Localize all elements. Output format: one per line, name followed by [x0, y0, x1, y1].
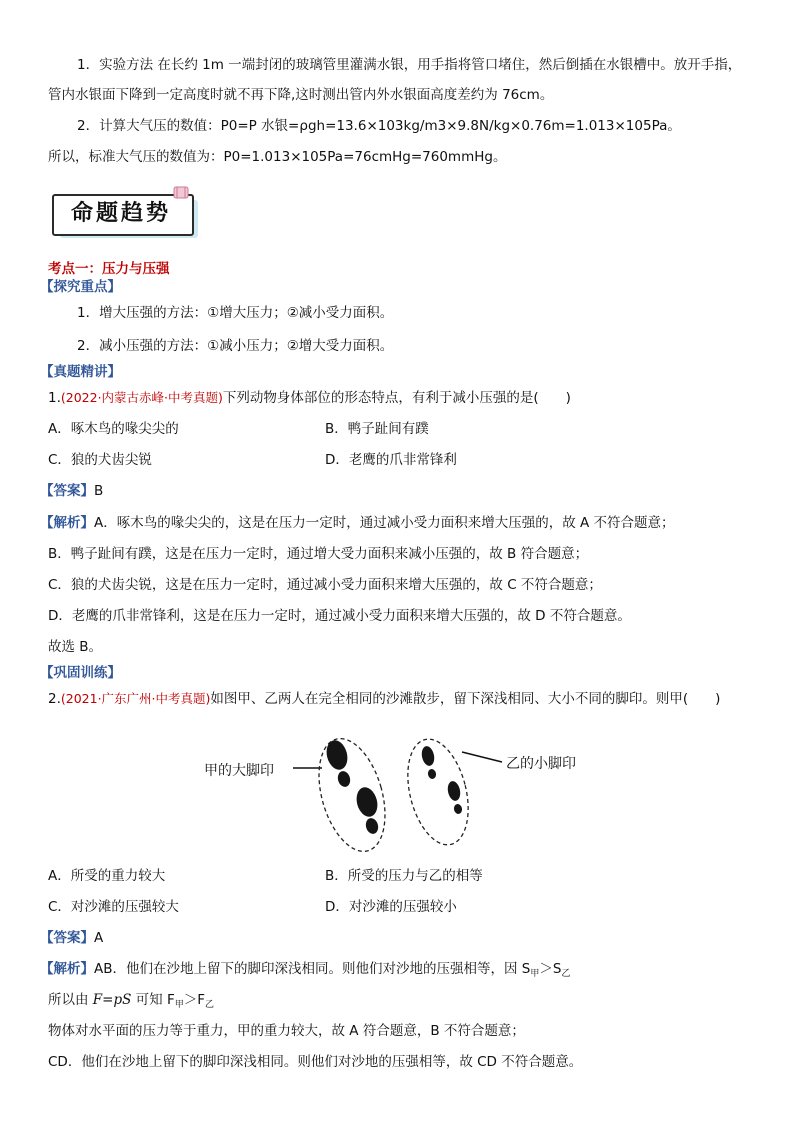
q2-option-c: C．对沙滩的压强较大 — [48, 899, 179, 915]
q2-option-a: A．所受的重力较大 — [48, 868, 166, 884]
q2-source: (2021·广东广州·中考真题) — [60, 691, 211, 706]
q2-analysis-1-sub-jia: 甲 — [530, 969, 540, 979]
q2-number: 2. — [48, 691, 61, 707]
q1-analysis-tag: 【解析】 — [40, 515, 94, 531]
q1-option-a: A．啄木鸟的喙尖尖的 — [48, 421, 179, 437]
q2-analysis-2-formula: F=pS — [92, 992, 132, 1008]
q1-stem-line — [48, 389, 571, 407]
q2-stem-line — [48, 690, 720, 708]
q1-analysis-line-1 — [40, 514, 675, 532]
q2-analysis-3: 物体对水平面的压力等于重力，甲的重力较大，故 A 符合题意，B 不符合题意； — [48, 1023, 525, 1039]
q2-analysis-4: CD．他们在沙地上留下的脚印深浅相同。则他们对沙地的压强相等，故 CD 不符合题意。 — [48, 1054, 583, 1070]
intro-line-2: 管内水银面下降到一定高度时就不再下降,这时测出管内外水银面高度差约为 76cm。 — [48, 87, 554, 103]
yi-boundary — [398, 733, 478, 851]
q2-analysis-1-gt: ＞S — [539, 961, 562, 977]
q2-analysis-1: AB．他们在沙地上留下的脚印深浅相同。则他们对沙地的压强相等，因 S — [94, 961, 531, 977]
yi-small-footprint-1 — [420, 745, 437, 780]
kp1-title: 考点一：压力与压强 — [48, 261, 170, 277]
yi-small-footprint-2 — [446, 780, 463, 815]
q2-analysis-1-sub-yi: 乙 — [561, 969, 571, 979]
intro-line-1: 1．实验方法 在长约 1m 一端封闭的玻璃管里灌满水银，用手指将管口堵住，然后倒插在水银槽中。放开手指， — [77, 57, 742, 73]
q2-answer-tag: 【答案】 — [40, 930, 94, 946]
q1-analysis-4: D．老鹰的爪非常锋利，这是在压力一定时，通过减小受力面积来增大压强的，故 D 不符合题意。 — [48, 608, 631, 624]
figure-label-jia: 甲的大脚印 — [204, 763, 274, 779]
q1-stem: 下列动物身体部位的形态特点，有利于减小压强的是( ) — [222, 390, 571, 406]
q1-answer-tag: 【答案】 — [40, 483, 94, 499]
q2-analysis-2-mid: 可知 F — [131, 992, 175, 1008]
q2-answer-line — [40, 929, 103, 947]
q2-analysis-tag: 【解析】 — [40, 961, 94, 977]
q1-source: (2022·内蒙古赤峰·中考真题) — [60, 390, 223, 405]
banner-title: 命题趋势 — [70, 200, 171, 226]
kp1-method-2: 2．减小压强的方法：①减小压力；②增大受力面积。 — [77, 338, 394, 354]
q2-analysis-line-1 — [40, 960, 570, 983]
q1-analysis-2: B．鸭子趾间有蹼，这是在压力一定时，通过增大受力面积来减小压强的，故 B 符合题意； — [48, 546, 589, 562]
q2-analysis-line-2 — [48, 991, 214, 1014]
figure-label-yi: 乙的小脚印 — [506, 756, 576, 772]
q1-answer: B — [94, 483, 104, 499]
q1-section-tag: 【真题精讲】 — [40, 364, 121, 380]
q2-answer: A — [94, 930, 104, 946]
intro-line-4: 所以，标准大气压的数值为：P0=1.013×105Pa=76cmHg=760mmHg。 — [48, 149, 507, 165]
q2-option-d: D．对沙滩的压强较小 — [325, 899, 457, 915]
q2-option-b: B．所受的压力与乙的相等 — [325, 868, 483, 884]
footprints-figure — [200, 722, 600, 852]
q2-analysis-2-sub-jia: 甲 — [174, 1000, 184, 1010]
leader-line-yi — [462, 752, 502, 762]
kp1-method-1: 1．增大压强的方法：①增大压力；②减小受力面积。 — [77, 305, 394, 321]
q2-analysis-2-pre: 所以由 — [48, 992, 93, 1008]
q1-answer-line — [40, 482, 103, 500]
q1-option-b: B．鸭子趾间有蹼 — [325, 421, 429, 437]
jia-big-footprint-1 — [323, 738, 351, 788]
paperclip-icon — [170, 184, 192, 200]
intro-line-3: 2．计算大气压的数值：P0=P 水银=ρgh=13.6×103kg/m3×9.8N/kg×0.76m=1.013×105Pa。 — [77, 118, 681, 134]
q2-analysis-2-sub-yi: 乙 — [205, 1000, 215, 1010]
q1-number: 1. — [48, 390, 61, 406]
q2-stem: 如图甲、乙两人在完全相同的沙滩散步，留下深浅相同、大小不同的脚印。则甲( ) — [210, 691, 721, 707]
q1-analysis-3: C．狼的犬齿尖锐，这是在压力一定时，通过减小受力面积来增大压强的，故 C 不符合题意； — [48, 577, 602, 593]
q1-option-c: C．狼的犬齿尖锐 — [48, 452, 152, 468]
q1-analysis-1: A．啄木鸟的喙尖尖的，这是在压力一定时，通过减小受力面积来增大压强的，故 A 不符合题意； — [94, 515, 675, 531]
jia-big-footprint-2 — [353, 785, 380, 835]
footprints-drawing — [200, 722, 600, 852]
q2-analysis-2-gt: ＞F — [183, 992, 206, 1008]
q1-analysis-5: 故选 B。 — [48, 639, 103, 655]
kp1-focus-tag: 【探究重点】 — [40, 279, 121, 295]
q1-option-d: D．老鹰的爪非常锋利 — [325, 452, 457, 468]
q2-section-tag: 【巩固训练】 — [40, 665, 121, 681]
section-banner — [52, 192, 197, 236]
jia-boundary — [307, 731, 397, 852]
